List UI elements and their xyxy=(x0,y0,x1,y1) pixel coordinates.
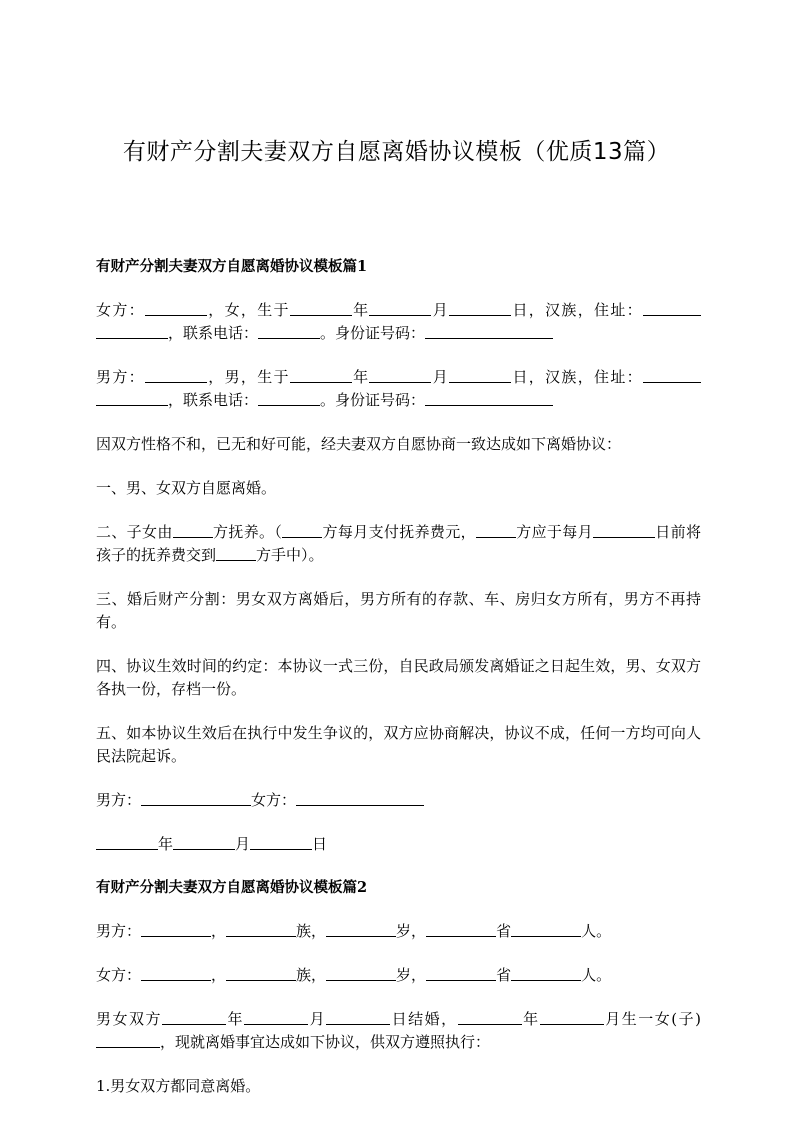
blank-field xyxy=(226,922,296,937)
blank-field xyxy=(326,1010,390,1025)
blank-field xyxy=(476,523,516,538)
blank-field xyxy=(326,922,396,937)
blank-field xyxy=(511,922,581,937)
text: ， xyxy=(211,922,227,940)
text: 岁， xyxy=(396,966,427,984)
section-heading-2: 有财产分割夫妻双方自愿离婚协议模板篇2 xyxy=(96,879,368,896)
blank-field xyxy=(426,966,496,981)
text: 年 xyxy=(521,1010,540,1028)
blank-field xyxy=(540,1010,604,1025)
female-info-paragraph xyxy=(96,299,701,345)
text: 人。 xyxy=(581,966,612,984)
blank-field xyxy=(96,324,168,339)
date-line xyxy=(96,833,701,856)
text: 日结婚， xyxy=(390,1010,458,1028)
text: 男方： xyxy=(96,368,145,386)
blank-field xyxy=(458,1010,522,1025)
blank-field xyxy=(216,546,256,561)
text: 人。 xyxy=(581,922,612,940)
text: 。身份证号码： xyxy=(320,324,426,342)
blank-field xyxy=(250,835,312,850)
blank-field xyxy=(290,301,352,316)
blank-field xyxy=(425,391,553,406)
clause-1: 一、男、女双方自愿离婚。 xyxy=(96,479,277,497)
text: ， xyxy=(211,966,227,984)
text: 月 xyxy=(431,301,450,319)
text: ，女，生于 xyxy=(206,301,290,319)
intro-paragraph: 因双方性格不和，已无和好可能，经夫妻双方自愿协商一致达成如下离婚协议： xyxy=(96,435,622,453)
text: 男方： xyxy=(96,922,142,940)
female-details-paragraph xyxy=(96,964,701,987)
text: ，联系电话： xyxy=(168,391,259,409)
text: 年 xyxy=(226,1010,245,1028)
text: 日前将孩子的抚养费交到 xyxy=(96,523,701,564)
blank-field xyxy=(426,922,496,937)
text: 族， xyxy=(296,966,327,984)
blank-field xyxy=(258,324,320,339)
blank-field xyxy=(96,1033,160,1048)
text: 族， xyxy=(296,922,327,940)
blank-field xyxy=(96,391,168,406)
blank-field xyxy=(141,966,211,981)
blank-field xyxy=(258,391,320,406)
clause-5: 五、如本协议生效后在执行中发生争议的，双方应协商解决，协议不成，任何一方均可向人民法院起诉。 xyxy=(96,724,701,765)
text: 男女双方 xyxy=(96,1010,163,1028)
text: 年 xyxy=(158,835,174,853)
blank-field xyxy=(141,922,211,937)
signature-line xyxy=(96,789,701,812)
document-body xyxy=(96,256,701,1119)
text: 年 xyxy=(351,368,370,386)
blank-field xyxy=(369,301,431,316)
text: 日 xyxy=(312,835,328,853)
blank-field xyxy=(96,835,158,850)
clause-4: 四、协议生效时间的约定：本协议一式三份，自民政局颁发离婚证之日起生效，男、女双方各执一份，存档一份。 xyxy=(96,657,701,698)
blank-field xyxy=(425,324,553,339)
text: 省 xyxy=(496,922,512,940)
text: ，男，生于 xyxy=(206,368,290,386)
blank-field xyxy=(296,791,424,806)
text: 方每月支付抚养费元， xyxy=(322,523,476,541)
text: ，现就离婚事宜达成如下协议，供双方遵照执行： xyxy=(160,1033,491,1051)
text: 年 xyxy=(351,301,370,319)
text: 。身份证号码： xyxy=(320,391,426,409)
blank-field xyxy=(145,301,207,316)
text: 日，汉族，住址： xyxy=(511,301,643,319)
text: 女方： xyxy=(251,791,297,809)
blank-field xyxy=(173,835,235,850)
section-heading-1: 有财产分割夫妻双方自愿离婚协议模板篇1 xyxy=(96,258,368,275)
text: 省 xyxy=(496,966,512,984)
blank-field xyxy=(511,966,581,981)
blank-field xyxy=(226,966,296,981)
document-title: 有财产分割夫妻双方自愿离婚协议模板（优质13篇） xyxy=(122,139,671,165)
text: 月 xyxy=(308,1010,327,1028)
text: 岁， xyxy=(396,922,427,940)
blank-field xyxy=(290,368,352,383)
blank-field xyxy=(593,523,655,538)
blank-field xyxy=(162,1010,226,1025)
text: 月 xyxy=(431,368,450,386)
blank-field xyxy=(449,301,511,316)
text: 月生一女(子) xyxy=(603,1010,701,1028)
blank-field xyxy=(449,368,511,383)
blank-field xyxy=(326,966,396,981)
text: 日，汉族，住址： xyxy=(511,368,643,386)
clause-3: 三、婚后财产分割：男女双方离婚后，男方所有的存款、车、房归女方所有，男方不再持有。 xyxy=(96,590,701,631)
blank-field xyxy=(145,368,207,383)
blank-field xyxy=(141,791,251,806)
text: 女方： xyxy=(96,966,142,984)
text: 月 xyxy=(235,835,251,853)
clause-2 xyxy=(96,521,701,567)
blank-field xyxy=(244,1010,308,1025)
text: 方手中）。 xyxy=(256,546,324,564)
clause-2-1: 1.男女双方都同意离婚。 xyxy=(96,1077,261,1095)
blank-field xyxy=(369,368,431,383)
blank-field xyxy=(282,523,322,538)
male-info-paragraph xyxy=(96,366,701,412)
male-details-paragraph xyxy=(96,920,701,943)
text: 女方： xyxy=(96,301,145,319)
blank-field xyxy=(643,368,701,383)
text: ，联系电话： xyxy=(168,324,259,342)
text: 方应于每月 xyxy=(515,523,593,541)
text: 方抚养。（ xyxy=(212,523,283,541)
text: 男方： xyxy=(96,791,142,809)
marriage-paragraph xyxy=(96,1008,701,1054)
blank-field xyxy=(173,523,213,538)
text: 二、子女由 xyxy=(96,523,173,541)
blank-field xyxy=(643,301,701,316)
